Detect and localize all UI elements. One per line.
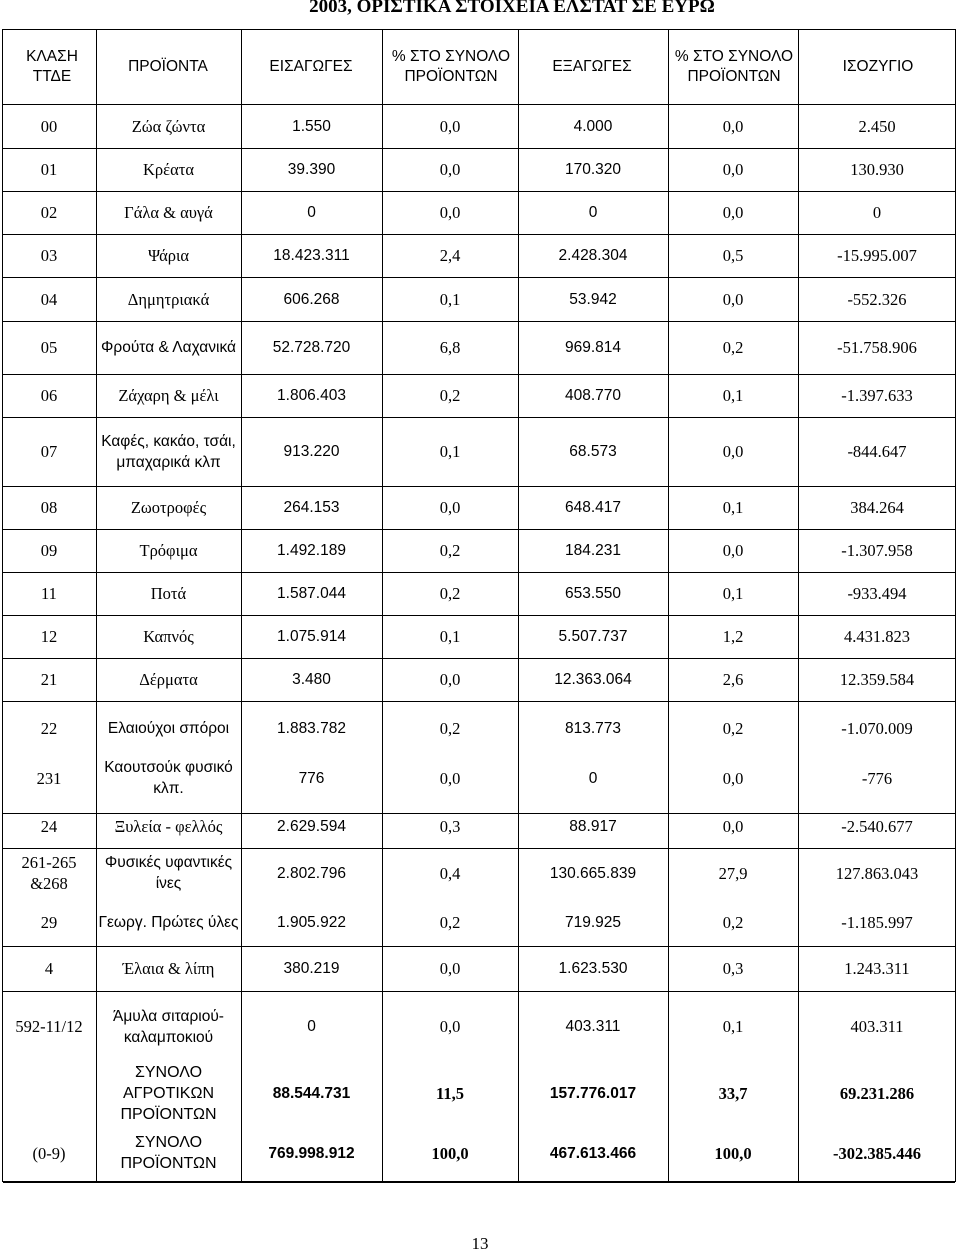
header-exports: ΕΞΑΓΩΓΕΣ (552, 58, 632, 75)
cell-exports: 5.507.737 (558, 628, 628, 645)
cell-imports: 39.390 (287, 161, 336, 178)
cell-exports-pct: 1,2 (722, 627, 744, 646)
cell-product: Γάλα & αυγά (124, 203, 213, 222)
cell-code: 592-11/12 (15, 1017, 83, 1036)
cell-imports: 2.802.796 (277, 864, 346, 882)
cell-balance: -15.995.007 (837, 246, 917, 265)
cell-balance: 69.231.286 (839, 1083, 915, 1103)
cell-exports: 719.925 (564, 913, 622, 931)
cell-exports: 403.311 (565, 1018, 621, 1035)
cell-product: Άμυλα σιταριού-καλαμποκιού (113, 1007, 224, 1046)
cell-balance: 403.311 (850, 1017, 904, 1036)
cell-exports-pct: 0,1 (722, 584, 744, 603)
cell-imports: 1.550 (292, 117, 331, 135)
cell-imports-pct: 6,8 (439, 338, 461, 357)
cell-imports: 0 (307, 204, 316, 221)
cell-product: Ζωοτροφές (130, 498, 207, 517)
cell-exports: 157.776.017 (549, 1084, 637, 1102)
cell-exports-pct: 0,0 (722, 541, 744, 560)
cell-exports: 1.623.530 (558, 960, 628, 977)
cell-imports-pct: 0,1 (439, 289, 461, 309)
cell-product: Ελαιούχοι σπόροι (107, 719, 230, 737)
cell-product: Ζώα ζώντα (131, 116, 206, 136)
cell-code: 231 (36, 768, 62, 788)
cell-product: Κρέατα (143, 160, 194, 179)
cell-exports: 0 (588, 769, 598, 787)
cell-balance: -1.307.958 (841, 541, 913, 560)
cell-product: Ζάχαρη & μέλι (118, 386, 219, 405)
cell-imports-pct: 0,2 (439, 718, 461, 738)
cell-imports-pct: 0,2 (439, 912, 461, 932)
header-imports-pct: % ΣΤΟ ΣΥΝΟΛΟ ΠΡΟΪΟΝΤΩΝ (391, 48, 511, 85)
cell-code (6, 1062, 92, 1124)
cell-balance: 4.431.823 (844, 627, 910, 646)
cell-imports: 913.220 (283, 443, 340, 460)
cell-product: Γεωργ. Πρώτες ύλες (98, 913, 239, 931)
cell-balance: -933.494 (847, 584, 907, 603)
table-title: 2003, ΟΡΙΣΤΙΚΑ ΣΤΟΙΧΕΙΑ ΕΛΣΤΑΤ ΣΕ ΕΥΡΩ (309, 0, 715, 17)
cell-exports-pct: 0,0 (722, 289, 744, 309)
cell-imports: 88.544.731 (272, 1084, 351, 1102)
cell-code: 12 (40, 627, 58, 646)
cell-imports-pct: 0,0 (439, 160, 461, 179)
cell-code: 06 (40, 386, 58, 405)
cell-product: Φρούτα & Λαχανικά (101, 339, 236, 356)
cell-exports-pct: 0,2 (722, 912, 744, 932)
cell-product: Ποτά (150, 584, 187, 603)
cell-balance: -552.326 (847, 289, 907, 309)
cell-exports: 68.573 (569, 443, 617, 460)
row-divider (3, 701, 955, 702)
cell-imports: 2.629.594 (277, 817, 346, 835)
cell-exports-pct: 0,0 (722, 768, 744, 788)
cell-code: 22 (40, 718, 58, 738)
cell-product: ΣΥΝΟΛΟ ΠΡΟΪΟΝΤΩΝ (120, 1134, 217, 1172)
cell-product: Ψάρια (147, 246, 190, 265)
cell-exports-pct: 0,0 (722, 442, 744, 461)
cell-imports: 3.480 (292, 671, 331, 688)
cell-code: 4 (44, 959, 54, 978)
cell-product: Καπνός (143, 627, 194, 646)
cell-exports: 4.000 (573, 117, 613, 135)
column-divider (798, 29, 799, 1182)
cell-exports: 653.550 (564, 585, 622, 602)
cell-imports-pct: 0,2 (439, 386, 461, 405)
cell-balance: 384.264 (850, 498, 904, 517)
cell-imports-pct: 0,0 (439, 203, 461, 222)
cell-exports: 969.814 (564, 339, 622, 356)
cell-exports-pct: 0,1 (722, 1017, 744, 1036)
header-code: ΚΛΑΣΗ ΤΤΔΕ (26, 48, 78, 85)
cell-imports-pct: 0,0 (439, 498, 461, 517)
cell-product: Ξυλεία - φελλός (114, 816, 223, 836)
cell-balance: 2.450 (858, 116, 896, 136)
cell-imports: 606.268 (283, 290, 340, 308)
cell-product: Τρόφιμα (139, 541, 198, 560)
page-number: 13 (471, 1234, 489, 1253)
column-divider (668, 29, 669, 1182)
cell-imports-pct: 0,2 (439, 584, 461, 603)
cell-imports: 264.153 (283, 499, 340, 516)
cell-exports: 467.613.466 (549, 1144, 637, 1162)
cell-exports-pct: 0,0 (722, 116, 744, 136)
header-imports: ΕΙΣΑΓΩΓΕΣ (269, 58, 353, 75)
header-exports-pct: % ΣΤΟ ΣΥΝΟΛΟ ΠΡΟΪΟΝΤΩΝ (674, 48, 794, 85)
cell-imports: 1.587.044 (277, 585, 346, 602)
cell-imports: 769.998.912 (268, 1144, 355, 1162)
cell-exports: 184.231 (564, 542, 622, 559)
cell-code: 21 (40, 670, 58, 689)
cell-imports-pct: 0,0 (439, 959, 461, 978)
cell-exports: 12.363.064 (554, 671, 632, 688)
cell-balance: -302.385.446 (833, 1143, 921, 1163)
cell-imports-pct: 0,0 (439, 670, 461, 689)
cell-code: 24 (40, 816, 58, 836)
cell-balance: -776 (861, 768, 893, 788)
cell-imports: 380.219 (283, 960, 340, 977)
cell-code: 02 (40, 203, 58, 222)
cell-exports-pct: 0,0 (722, 816, 744, 836)
cell-balance: -2.540.677 (841, 816, 913, 836)
cell-imports: 52.728.720 (272, 339, 351, 356)
cell-exports: 408.770 (564, 387, 622, 404)
column-divider (241, 29, 242, 1182)
cell-code: 11 (41, 584, 57, 603)
header-balance: ΙΣΟΖΥΓΙΟ (842, 58, 914, 75)
cell-product: Δέρματα (139, 670, 198, 689)
cell-exports-pct: 0,0 (722, 160, 744, 179)
cell-imports-pct: 0,1 (439, 627, 461, 646)
header-product: ΠΡΟΪΟΝΤΑ (128, 58, 208, 75)
cell-balance: 0 (872, 203, 882, 222)
cell-code: 09 (40, 541, 58, 560)
cell-code: 05 (40, 338, 58, 357)
cell-imports-pct: 100,0 (431, 1143, 469, 1163)
cell-imports: 18.423.311 (273, 247, 350, 264)
cell-exports: 170.320 (564, 161, 622, 178)
cell-exports: 53.942 (569, 290, 617, 308)
cell-product: Δημητριακά (127, 289, 210, 309)
column-divider (518, 29, 519, 1182)
cell-imports-pct: 0,2 (439, 541, 461, 560)
cell-code: 04 (40, 289, 58, 309)
cell-code: 07 (40, 442, 58, 461)
cell-exports-pct: 0,0 (722, 203, 744, 222)
cell-exports: 88.917 (569, 817, 617, 835)
cell-imports-pct: 0,1 (439, 442, 461, 461)
cell-code: 08 (40, 498, 58, 517)
cell-balance: 127.863.043 (835, 863, 919, 883)
cell-product: Φυσικές υφαντικές ίνες (104, 854, 233, 892)
cell-imports-pct: 0,3 (439, 816, 461, 836)
cell-imports-pct: 0,0 (439, 116, 461, 136)
cell-exports-pct: 0,1 (722, 498, 744, 517)
cell-exports-pct: 0,3 (722, 959, 744, 978)
cell-imports-pct: 2,4 (439, 246, 461, 265)
cell-imports-pct: 0,0 (439, 1017, 461, 1036)
cell-imports-pct: 0,4 (439, 863, 461, 883)
cell-exports-pct: 0,2 (722, 718, 744, 738)
column-divider (382, 29, 383, 1182)
cell-exports-pct: 0,2 (722, 338, 744, 357)
cell-exports: 0 (588, 204, 598, 221)
cell-imports: 1.075.914 (277, 628, 346, 645)
cell-exports-pct: 0,5 (722, 246, 744, 265)
cell-imports: 1.806.403 (277, 387, 346, 404)
cell-balance: -1.070.009 (841, 718, 913, 738)
cell-imports-pct: 11,5 (436, 1083, 464, 1103)
cell-exports-pct: 2,6 (722, 670, 744, 689)
cell-balance: 12.359.584 (839, 670, 915, 689)
cell-product: ΣΥΝΟΛΟ ΑΓΡΟΤΙΚΩΝ ΠΡΟΪΟΝΤΩΝ (120, 1063, 217, 1123)
cell-imports: 776 (298, 769, 325, 787)
cell-exports: 2.428.304 (558, 247, 628, 264)
cell-code: 00 (40, 116, 58, 136)
cell-exports: 130.665.839 (549, 864, 637, 882)
cell-code: (0-9) (32, 1143, 66, 1163)
cell-product: Καουτσούκ φυσικό κλπ. (104, 759, 233, 797)
cell-balance: -1.185.997 (841, 912, 913, 932)
cell-balance: -51.758.906 (837, 338, 917, 357)
cell-imports: 1.492.189 (277, 542, 346, 559)
cell-balance: -1.397.633 (841, 386, 913, 405)
cell-code: 261-265 &268 (21, 853, 77, 893)
cell-balance: -844.647 (847, 442, 907, 461)
cell-product: Έλαια & λίπη (122, 959, 215, 978)
cell-imports: 0 (307, 1018, 316, 1035)
cell-balance: 1.243.311 (844, 959, 910, 978)
cell-balance: 130.930 (850, 160, 904, 179)
row-divider (3, 1182, 955, 1183)
cell-code: 01 (40, 160, 58, 179)
cell-code: 03 (40, 246, 58, 265)
cell-exports-pct: 27,9 (718, 863, 748, 883)
cell-product: Καφές, κακάο, τσάι, μπαχαρικά κλπ (101, 432, 236, 471)
cell-exports-pct: 0,1 (722, 386, 744, 405)
cell-imports: 1.883.782 (277, 719, 346, 737)
cell-imports-pct: 0,0 (439, 768, 461, 788)
cell-exports: 813.773 (564, 719, 622, 737)
cell-code: 29 (40, 912, 58, 932)
cell-imports: 1.905.922 (277, 913, 346, 931)
cell-exports-pct: 100,0 (714, 1143, 752, 1163)
cell-exports-pct: 33,7 (718, 1083, 748, 1103)
cell-exports: 648.417 (564, 499, 622, 516)
column-divider (96, 29, 97, 1182)
